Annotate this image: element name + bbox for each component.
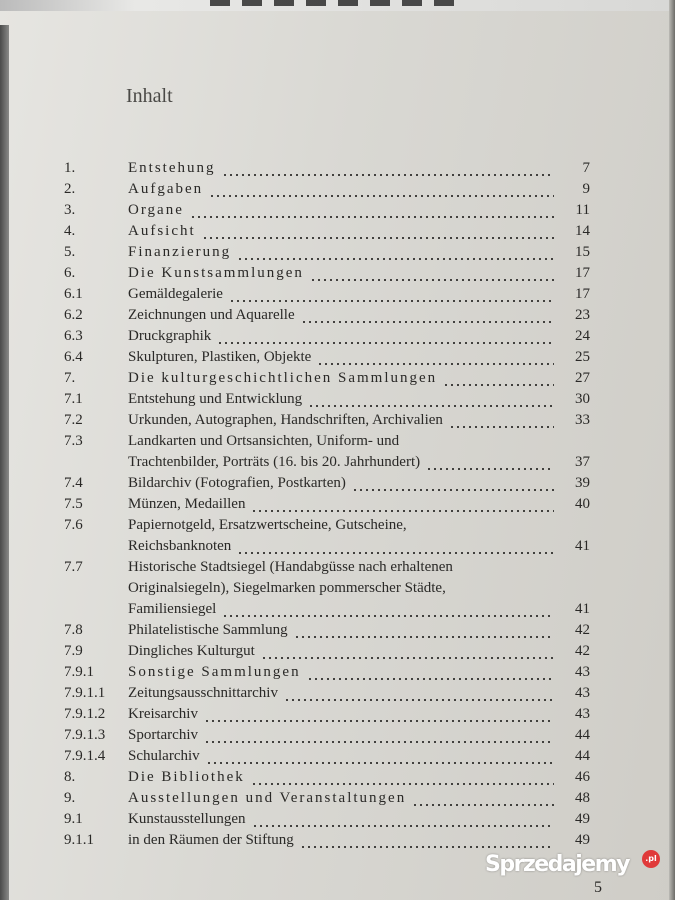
- page-ref-number: 23: [575, 307, 590, 323]
- dot-leader: [237, 536, 554, 557]
- entry-title: [128, 305, 558, 326]
- page-ref: [558, 494, 590, 515]
- dot-leader: [252, 809, 555, 830]
- page-ref: [558, 179, 590, 200]
- entry-title: [128, 242, 558, 263]
- toc-entry: [64, 158, 590, 179]
- entry-text: Dingliches Kulturgut: [128, 643, 255, 659]
- section-number: 7.4: [64, 475, 83, 491]
- dot-leader: [301, 305, 554, 326]
- entry-text: Papiernotgeld, Ersatzwertscheine, Gutscheine,: [128, 517, 407, 533]
- entry-line: [128, 431, 558, 452]
- dot-leader: [307, 662, 554, 683]
- section-number: 7.8: [64, 622, 83, 638]
- page-ref-number: 43: [575, 664, 590, 680]
- entry-title: [128, 788, 558, 809]
- entry-line: [128, 704, 558, 725]
- entry-line: [128, 620, 558, 641]
- page-ref: [558, 452, 590, 473]
- entry-line: [128, 746, 558, 767]
- entry-text: Entstehung und Entwicklung: [128, 391, 303, 407]
- section-number: 7.2: [64, 412, 83, 428]
- page-ref-number: 17: [575, 286, 590, 302]
- entry-title: [128, 179, 558, 200]
- entry-title: [128, 515, 558, 557]
- page-ref: [558, 746, 590, 767]
- entry-text: Ausstellungen und Veranstaltungen: [128, 790, 407, 806]
- toc-entry: [64, 242, 590, 263]
- page-ref: [558, 704, 590, 725]
- entry-text: Skulpturen, Plastiken, Objekte: [128, 349, 312, 365]
- entry-line: [128, 179, 558, 200]
- entry-line: [128, 725, 558, 746]
- entry-text: Zeitungsausschnittarchiv: [128, 685, 278, 701]
- entry-title: [128, 410, 558, 431]
- section-number: 7.: [64, 370, 76, 386]
- entry-text: Entstehung: [128, 160, 216, 176]
- page-ref-number: 42: [575, 622, 590, 638]
- page-ref-number: 9: [582, 181, 590, 197]
- dot-leader: [206, 746, 554, 767]
- entry-text: Sonstige Sammlungen: [128, 664, 301, 680]
- section-number: 9.: [64, 790, 76, 806]
- dot-leader: [449, 410, 554, 431]
- toc-entry: [64, 410, 590, 431]
- toc-entry: [64, 473, 590, 494]
- dot-leader: [190, 200, 554, 221]
- entry-line: [128, 683, 558, 704]
- entry-line: [128, 494, 558, 515]
- watermark-logo: Sprzedajemy: [485, 852, 629, 877]
- dot-leader: [251, 767, 554, 788]
- entry-text: Philatelistische Sammlung: [128, 622, 288, 638]
- entry-text: Die kulturgeschichtlichen Sammlungen: [128, 370, 438, 386]
- entry-title: [128, 263, 558, 284]
- page-ref-number: 49: [575, 811, 590, 827]
- page-ref-number: 25: [575, 349, 590, 365]
- page-ref: [558, 809, 590, 830]
- entry-title: [128, 284, 558, 305]
- page-ref-number: 44: [575, 748, 590, 764]
- book-spine-shadow: [0, 25, 9, 900]
- entry-text: Die Kunstsammlungen: [128, 265, 304, 281]
- toc-entry: [64, 263, 590, 284]
- entry-line: [128, 158, 558, 179]
- page-ref-number: 39: [575, 475, 590, 491]
- entry-title: [128, 200, 558, 221]
- section-number: 6.: [64, 265, 76, 281]
- dot-leader: [202, 221, 554, 242]
- entry-title: [128, 368, 558, 389]
- page-ref: [558, 284, 590, 305]
- dot-leader: [352, 473, 554, 494]
- entry-text: Sportarchiv: [128, 727, 198, 743]
- toc-entry: [64, 179, 590, 200]
- section-number: 7.9.1.4: [64, 748, 106, 764]
- entry-text: Kreisarchiv: [128, 706, 198, 722]
- page-ref-number: 48: [575, 790, 590, 806]
- section-number: 7.9.1.2: [64, 706, 106, 722]
- dot-leader: [251, 494, 554, 515]
- dot-leader: [222, 599, 554, 620]
- page-ref-number: 37: [575, 454, 590, 470]
- section-number: 2.: [64, 181, 76, 197]
- toc-entry: [64, 515, 590, 557]
- toc-entry: [64, 494, 590, 515]
- section-number: 4.: [64, 223, 76, 239]
- entry-line: [128, 410, 558, 431]
- page-title: Inhalt: [126, 85, 173, 107]
- entry-text: in den Räumen der Stiftung: [128, 832, 294, 848]
- page-ref: [558, 473, 590, 494]
- page-ref-number: 40: [575, 496, 590, 512]
- page-ref-number: 27: [575, 370, 590, 386]
- entry-line: [128, 242, 558, 263]
- page-ref: [558, 683, 590, 704]
- dot-leader: [204, 704, 554, 725]
- page-ref-number: 17: [575, 265, 590, 281]
- section-number: 6.2: [64, 307, 83, 323]
- toc-entry: [64, 830, 590, 851]
- page-ref: [558, 305, 590, 326]
- section-number: 8.: [64, 769, 76, 785]
- entry-text: Familiensiegel: [128, 601, 217, 617]
- page-ref-number: 41: [575, 538, 590, 554]
- toc-entry: [64, 431, 590, 473]
- entry-title: [128, 809, 558, 830]
- page-ref: [558, 221, 590, 242]
- entry-line: [128, 578, 558, 599]
- entry-line: [128, 767, 558, 788]
- toc-entry: [64, 200, 590, 221]
- section-number: 6.4: [64, 349, 83, 365]
- entry-line: [128, 830, 558, 851]
- entry-text: Druckgraphik: [128, 328, 212, 344]
- dot-leader: [294, 620, 554, 641]
- dot-leader: [222, 158, 555, 179]
- previous-page-print: [210, 0, 460, 6]
- page-ref: [558, 263, 590, 284]
- entry-line: [128, 221, 558, 242]
- page-ref-number: 41: [575, 601, 590, 617]
- section-number: 7.9.1.1: [64, 685, 106, 701]
- page-ref: [558, 620, 590, 641]
- section-number: 9.1: [64, 811, 83, 827]
- page-ref: [558, 662, 590, 683]
- dot-leader: [300, 830, 554, 851]
- page-ref: [558, 788, 590, 809]
- entry-title: [128, 767, 558, 788]
- section-number: 6.3: [64, 328, 83, 344]
- dot-leader: [217, 326, 554, 347]
- page-ref: [558, 347, 590, 368]
- entry-title: [128, 221, 558, 242]
- page-ref-number: 14: [575, 223, 590, 239]
- toc-entry: [64, 662, 590, 683]
- toc-entry: [64, 347, 590, 368]
- page-ref-number: 15: [575, 244, 590, 260]
- entry-line: [128, 515, 558, 536]
- page-ref: [558, 242, 590, 263]
- toc-entry: [64, 683, 590, 704]
- entry-text: Zeichnungen und Aquarelle: [128, 307, 295, 323]
- section-number: 7.7: [64, 559, 83, 575]
- toc-entry: [64, 284, 590, 305]
- entry-line: [128, 536, 558, 557]
- entry-line: [128, 305, 558, 326]
- page-ref: [558, 389, 590, 410]
- entry-title: [128, 662, 558, 683]
- section-number: 7.9: [64, 643, 83, 659]
- section-number: 3.: [64, 202, 76, 218]
- page-ref-number: 24: [575, 328, 590, 344]
- entry-line: [128, 368, 558, 389]
- entry-line: [128, 473, 558, 494]
- entry-text: Urkunden, Autographen, Handschriften, Archivalien: [128, 412, 443, 428]
- entry-title: [128, 494, 558, 515]
- section-number: 7.6: [64, 517, 83, 533]
- entry-title: [128, 683, 558, 704]
- entry-text: Finanzierung: [128, 244, 232, 260]
- toc-entry: [64, 389, 590, 410]
- section-number: 1.: [64, 160, 76, 176]
- entry-line: [128, 557, 558, 578]
- page-ref-number: 43: [575, 706, 590, 722]
- section-number: 7.1: [64, 391, 83, 407]
- section-number: 7.3: [64, 433, 83, 449]
- dot-leader: [310, 263, 554, 284]
- entry-title: [128, 389, 558, 410]
- dot-leader: [284, 683, 554, 704]
- entry-title: [128, 473, 558, 494]
- page-number: 5: [594, 879, 602, 896]
- entry-title: [128, 620, 558, 641]
- entry-text: Kunstausstellungen: [128, 811, 246, 827]
- page-ref-number: 44: [575, 727, 590, 743]
- toc-entry: [64, 788, 590, 809]
- page-ref-number: 33: [575, 412, 590, 428]
- section-number: 6.1: [64, 286, 83, 302]
- page-ref: [558, 536, 590, 557]
- section-number: 7.5: [64, 496, 83, 512]
- toc-entry: [64, 620, 590, 641]
- entry-title: [128, 326, 558, 347]
- entry-title: [128, 557, 558, 620]
- table-of-contents: [64, 158, 590, 851]
- entry-text: Die Bibliothek: [128, 769, 245, 785]
- page-ref-number: 11: [575, 202, 590, 218]
- entry-text: Historische Stadtsiegel (Handabgüsse nach erhaltenen: [128, 559, 453, 575]
- dot-leader: [317, 347, 554, 368]
- dot-leader: [426, 452, 554, 473]
- toc-entry: [64, 725, 590, 746]
- entry-text: Schularchiv: [128, 748, 200, 764]
- entry-text: Aufgaben: [128, 181, 204, 197]
- toc-entry: [64, 746, 590, 767]
- toc-entry: [64, 767, 590, 788]
- entry-title: [128, 746, 558, 767]
- page-ref-number: 42: [575, 643, 590, 659]
- watermark-badge: .pl: [642, 850, 660, 868]
- entry-title: [128, 158, 558, 179]
- dot-leader: [308, 389, 554, 410]
- toc-entry: [64, 305, 590, 326]
- toc-entry: [64, 326, 590, 347]
- entry-line: [128, 347, 558, 368]
- entry-text: Gemäldegalerie: [128, 286, 223, 302]
- dot-leader: [237, 242, 554, 263]
- page-ref: [558, 767, 590, 788]
- entry-text: Originalsiegeln), Siegelmarken pommerscher Städte,: [128, 580, 446, 596]
- entry-title: [128, 704, 558, 725]
- page-ref: [558, 599, 590, 620]
- page-ref-number: 7: [582, 160, 590, 176]
- page-ref-number: 30: [575, 391, 590, 407]
- entry-title: [128, 347, 558, 368]
- entry-line: [128, 641, 558, 662]
- entry-title: [128, 725, 558, 746]
- entry-text: Trachtenbilder, Porträts (16. bis 20. Jahrhundert): [128, 454, 421, 470]
- page-ref: [558, 641, 590, 662]
- entry-line: [128, 662, 558, 683]
- page-ref: [558, 326, 590, 347]
- toc-entry: [64, 704, 590, 725]
- entry-text: Landkarten und Ortsansichten, Uniform- und: [128, 433, 400, 449]
- entry-line: [128, 284, 558, 305]
- entry-text: Aufsicht: [128, 223, 196, 239]
- page-ref: [558, 725, 590, 746]
- section-number: 9.1.1: [64, 832, 94, 848]
- section-number: 5.: [64, 244, 76, 260]
- dot-leader: [412, 788, 554, 809]
- page-ref-number: 49: [575, 832, 590, 848]
- page-ref: [558, 368, 590, 389]
- previous-page-edge: [0, 0, 675, 11]
- page-ref: [558, 158, 590, 179]
- page-ref: [558, 830, 590, 851]
- page-ref-number: 46: [575, 769, 590, 785]
- toc-entry: [64, 557, 590, 620]
- page-ref: [558, 200, 590, 221]
- entry-text: Bildarchiv (Fotografien, Postkarten): [128, 475, 346, 491]
- entry-text: Reichsbanknoten: [128, 538, 232, 554]
- dot-leader: [209, 179, 554, 200]
- entry-line: [128, 809, 558, 830]
- dot-leader: [443, 368, 554, 389]
- page-ref-number: 43: [575, 685, 590, 701]
- entry-title: [128, 641, 558, 662]
- section-number: 7.9.1.3: [64, 727, 106, 743]
- toc-entry: [64, 368, 590, 389]
- entry-line: [128, 389, 558, 410]
- toc-entry: [64, 809, 590, 830]
- dot-leader: [229, 284, 554, 305]
- entry-line: [128, 599, 558, 620]
- entry-title: [128, 431, 558, 473]
- entry-line: [128, 452, 558, 473]
- page-edge-shadow: [669, 0, 675, 900]
- toc-entry: [64, 221, 590, 242]
- entry-text: Organe: [128, 202, 184, 218]
- entry-line: [128, 326, 558, 347]
- entry-line: [128, 200, 558, 221]
- entry-line: [128, 263, 558, 284]
- entry-text: Münzen, Medaillen: [128, 496, 246, 512]
- page-ref: [558, 410, 590, 431]
- entry-title: [128, 830, 558, 851]
- entry-line: [128, 788, 558, 809]
- dot-leader: [261, 641, 554, 662]
- toc-entry: [64, 641, 590, 662]
- dot-leader: [204, 725, 554, 746]
- section-number: 7.9.1: [64, 664, 94, 680]
